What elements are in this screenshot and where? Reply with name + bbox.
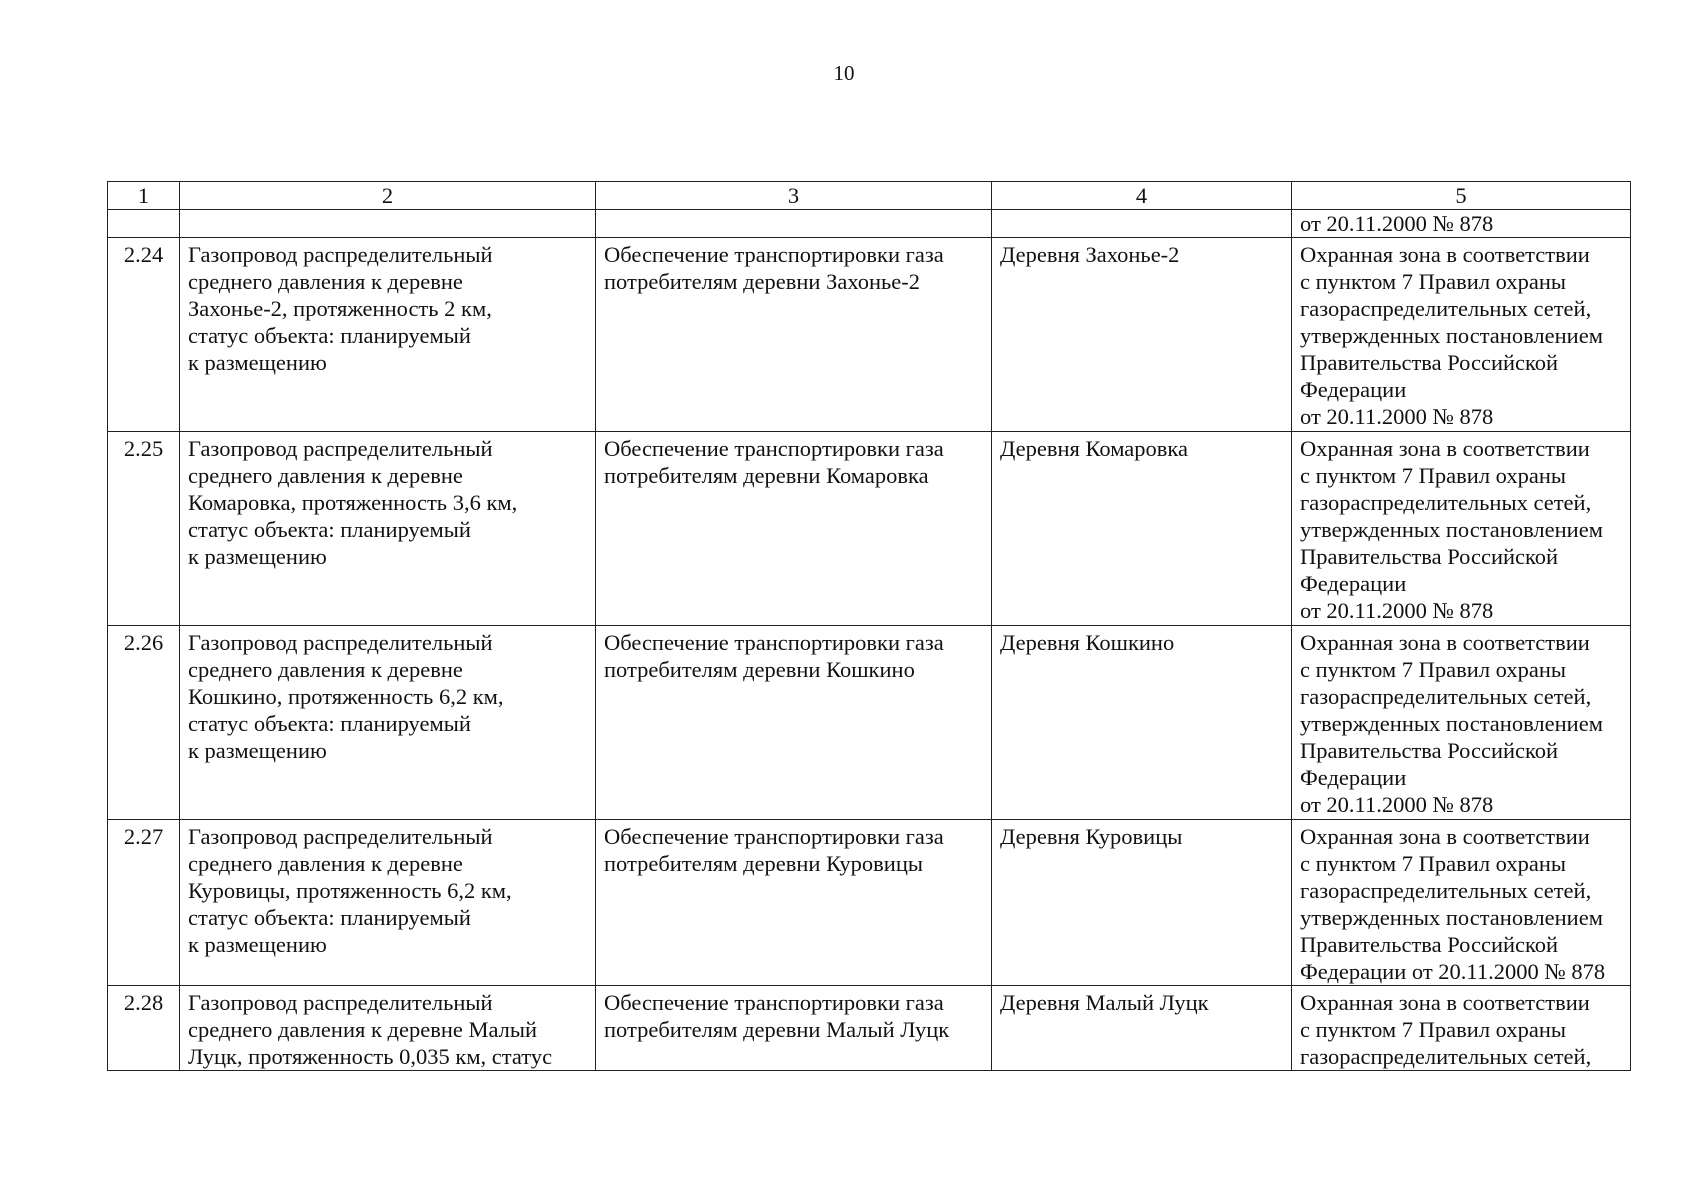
document-table (107, 181, 1631, 1071)
cell-text-line: потребителям деревни Захонье-2 (604, 269, 921, 294)
cell-text-line: статус объекта: планируемый (188, 517, 471, 542)
protection-zone-cell (1292, 820, 1631, 986)
cell-text-line: Обеспечение транспортировки газа (604, 990, 944, 1015)
row-number: 2.24 (108, 238, 180, 432)
cell-text-line: Куровицы, протяженность 6,2 км, (188, 878, 512, 903)
table-header-row (108, 182, 1631, 210)
cell-text-line: к размещению (188, 350, 327, 375)
cell-text-line: Правительства Российской (1300, 932, 1559, 957)
cell-text-line: статус объекта: планируемый (188, 905, 471, 930)
object-description-cell (180, 432, 596, 626)
cell-text-line: от 20.11.2000 № 878 (1300, 598, 1494, 623)
cell-text-line: к размещению (188, 544, 327, 569)
cell-text-line: среднего давления к деревне (188, 269, 463, 294)
object-description-cell (180, 626, 596, 820)
protection-zone-cell (1292, 432, 1631, 626)
continuation-cell-1 (108, 210, 180, 238)
cell-text-line: Захонье-2, протяженность 2 км, (188, 296, 492, 321)
cell-text-line: потребителям деревни Комаровка (604, 463, 929, 488)
cell-text-line: с пунктом 7 Правил охраны (1300, 269, 1567, 294)
continuation-cell-3 (596, 210, 992, 238)
cell-text-line: от 20.11.2000 № 878 (1300, 211, 1494, 236)
cell-text-line: Газопровод распределительный (188, 824, 493, 849)
column-header-2: 2 (180, 182, 596, 210)
purpose-cell (596, 820, 992, 986)
cell-text-line: газораспределительных сетей, (1300, 1044, 1592, 1069)
cell-text-line: Обеспечение транспортировки газа (604, 242, 944, 267)
cell-text-line: среднего давления к деревне Малый (188, 1017, 538, 1042)
cell-text-line: Луцк, протяженность 0,035 км, статус (188, 1044, 553, 1069)
table-row (108, 432, 1631, 626)
table-row (108, 986, 1631, 1071)
row-number: 2.25 (108, 432, 180, 626)
column-header-5: 5 (1292, 182, 1631, 210)
cell-text-line: Обеспечение транспортировки газа (604, 824, 944, 849)
cell-text-line: Газопровод распределительный (188, 242, 493, 267)
cell-text-line: Деревня Комаровка (1000, 436, 1188, 461)
object-description-cell (180, 986, 596, 1071)
cell-text-line: Охранная зона в соответствии (1300, 824, 1590, 849)
cell-text-line: к размещению (188, 738, 327, 763)
cell-text-line: Правительства Российской (1300, 350, 1559, 375)
continuation-cell-5 (1292, 210, 1631, 238)
cell-text-line: Газопровод распределительный (188, 630, 493, 655)
cell-text-line: статус объекта: планируемый (188, 711, 471, 736)
cell-text-line: от 20.11.2000 № 878 (1300, 792, 1494, 817)
cell-text-line: с пунктом 7 Правил охраны (1300, 1017, 1567, 1042)
row-number: 2.26 (108, 626, 180, 820)
cell-text-line: утвержденных постановлением (1300, 517, 1603, 542)
cell-text-line: Обеспечение транспортировки газа (604, 436, 944, 461)
row-number: 2.28 (108, 986, 180, 1071)
cell-text-line: Деревня Куровицы (1000, 824, 1183, 849)
location-cell (992, 432, 1292, 626)
cell-text-line: газораспределительных сетей, (1300, 684, 1592, 709)
cell-text-line: газораспределительных сетей, (1300, 878, 1592, 903)
location-cell (992, 986, 1292, 1071)
cell-text-line: с пунктом 7 Правил охраны (1300, 463, 1567, 488)
cell-text-line: Газопровод распределительный (188, 990, 493, 1015)
purpose-cell (596, 238, 992, 432)
column-header-1: 1 (108, 182, 180, 210)
cell-text-line: среднего давления к деревне (188, 463, 463, 488)
cell-text-line: Охранная зона в соответствии (1300, 630, 1590, 655)
object-description-cell (180, 238, 596, 432)
column-header-4: 4 (992, 182, 1292, 210)
cell-text-line: утвержденных постановлением (1300, 711, 1603, 736)
cell-text-line: Кошкино, протяженность 6,2 км, (188, 684, 504, 709)
cell-text-line: потребителям деревни Куровицы (604, 851, 923, 876)
page-number: 10 (833, 61, 855, 85)
purpose-cell (596, 986, 992, 1071)
cell-text-line: газораспределительных сетей, (1300, 490, 1592, 515)
cell-text-line: Деревня Кошкино (1000, 630, 1175, 655)
protection-zone-cell (1292, 986, 1631, 1071)
cell-text-line: Деревня Захонье-2 (1000, 242, 1180, 267)
cell-text-line: среднего давления к деревне (188, 851, 463, 876)
cell-text-line: статус объекта: планируемый (188, 323, 471, 348)
cell-text-line: от 20.11.2000 № 878 (1300, 404, 1494, 429)
column-header-3: 3 (596, 182, 992, 210)
cell-text-line: Федерации (1300, 765, 1407, 790)
cell-text-line: Федерации (1300, 377, 1407, 402)
continuation-row (108, 210, 1631, 238)
cell-text-line: Правительства Российской (1300, 544, 1559, 569)
object-description-cell (180, 820, 596, 986)
cell-text-line: с пунктом 7 Правил охраны (1300, 657, 1567, 682)
cell-text-line: Охранная зона в соответствии (1300, 436, 1590, 461)
location-cell (992, 820, 1292, 986)
cell-text-line: Охранная зона в соответствии (1300, 990, 1590, 1015)
table-row (108, 238, 1631, 432)
cell-text-line: потребителям деревни Малый Луцк (604, 1017, 950, 1042)
protection-zone-cell (1292, 238, 1631, 432)
cell-text-line: Федерации от 20.11.2000 № 878 (1300, 959, 1606, 984)
cell-text-line: потребителям деревни Кошкино (604, 657, 915, 682)
cell-text-line: Деревня Малый Луцк (1000, 990, 1209, 1015)
cell-text-line: Правительства Российской (1300, 738, 1559, 763)
table-row (108, 820, 1631, 986)
cell-text-line: Охранная зона в соответствии (1300, 242, 1590, 267)
cell-text-line: к размещению (188, 932, 327, 957)
cell-text-line: газораспределительных сетей, (1300, 296, 1592, 321)
row-number: 2.27 (108, 820, 180, 986)
cell-text-line: Федерации (1300, 571, 1407, 596)
cell-text-line: Газопровод распределительный (188, 436, 493, 461)
table-row (108, 626, 1631, 820)
protection-zone-cell (1292, 626, 1631, 820)
cell-text-line: среднего давления к деревне (188, 657, 463, 682)
cell-text-line: Обеспечение транспортировки газа (604, 630, 944, 655)
continuation-cell-2 (180, 210, 596, 238)
location-cell (992, 238, 1292, 432)
cell-text-line: утвержденных постановлением (1300, 905, 1603, 930)
continuation-cell-4 (992, 210, 1292, 238)
cell-text-line: утвержденных постановлением (1300, 323, 1603, 348)
cell-text-line: с пунктом 7 Правил охраны (1300, 851, 1567, 876)
purpose-cell (596, 432, 992, 626)
purpose-cell (596, 626, 992, 820)
location-cell (992, 626, 1292, 820)
cell-text-line: Комаровка, протяженность 3,6 км, (188, 490, 518, 515)
